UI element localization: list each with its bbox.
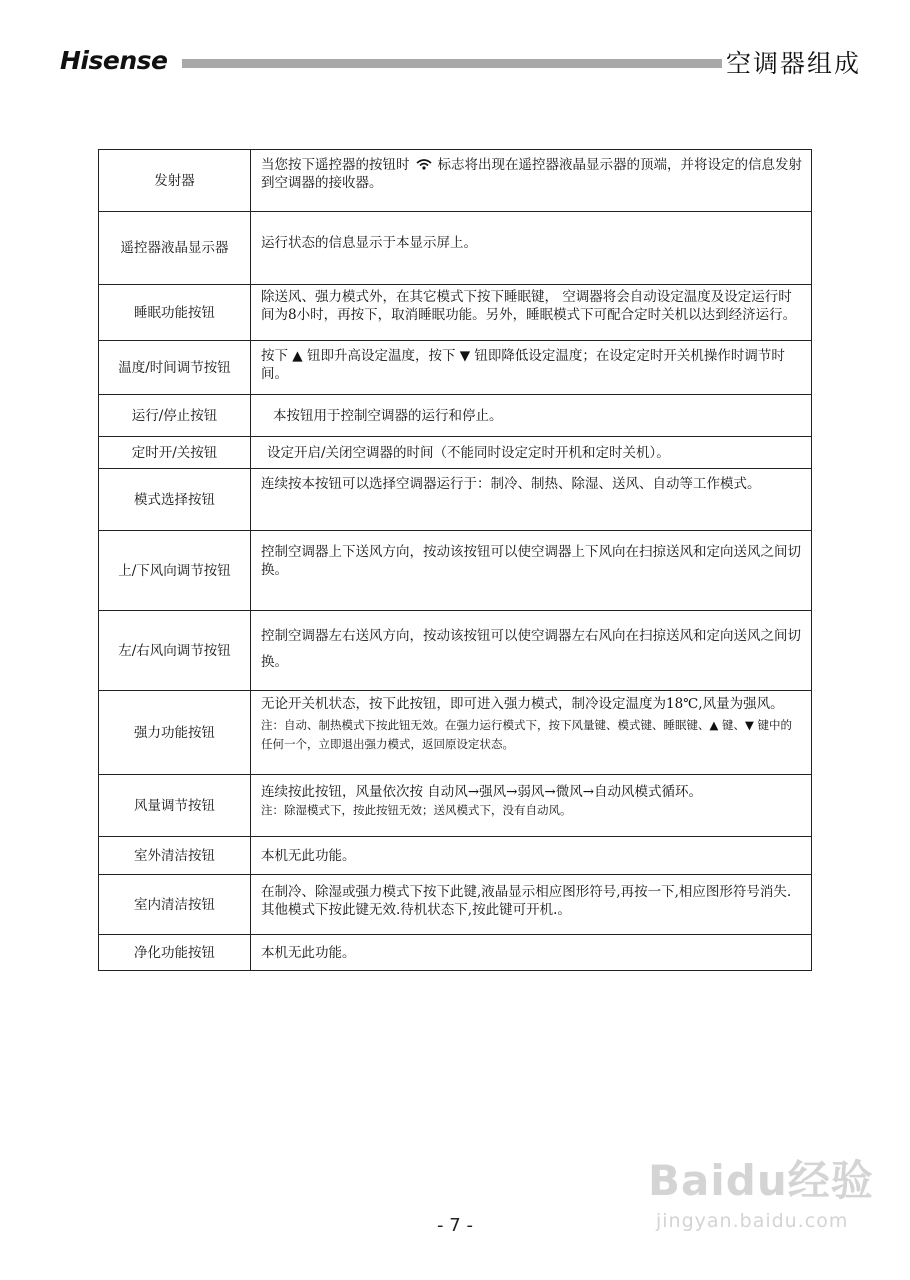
row-description-main: 连续按此按钮，风量依次按 自动风→强风→弱风→微风→自动风模式循环。: [261, 784, 703, 800]
table-row: [99, 469, 812, 531]
table-row: [99, 611, 812, 691]
row-name: 温度/时间调节按钮: [99, 341, 251, 395]
button-function-table: [98, 149, 812, 971]
table-row: [99, 691, 812, 775]
signal-transmit-icon: [416, 158, 432, 170]
row-name: 运行/停止按钮: [99, 395, 251, 437]
row-description: 控制空调器左右送风方向，按动该按钮可以使空调器左右风向在扫掠送风和定向送风之间切换。: [251, 611, 812, 691]
table-row: [99, 212, 812, 285]
row-name: 遥控器液晶显示器: [99, 212, 251, 285]
row-name: 定时开/关按钮: [99, 437, 251, 469]
table-row: [99, 775, 812, 837]
page-header: [0, 0, 910, 90]
watermark-logo: Baidu经验: [648, 1156, 874, 1205]
header-divider-bar: [182, 59, 722, 68]
row-description: 运行状态的信息显示于本显示屏上。: [251, 212, 812, 285]
row-name: 室内清洁按钮: [99, 875, 251, 935]
row-name: 左/右风向调节按钮: [99, 611, 251, 691]
table-row: [99, 531, 812, 611]
row-description-main: 无论开关机状态，按下此按钮，即可进入强力模式，制冷设定温度为18℃,风量为强风。: [261, 696, 784, 712]
row-description: 本按钮用于控制空调器的运行和停止。: [251, 395, 812, 437]
row-name: 净化功能按钮: [99, 935, 251, 971]
row-name: 上/下风向调节按钮: [99, 531, 251, 611]
row-description: 按下 ▲ 钮即升高设定温度，按下 ▼ 钮即降低设定温度；在设定定时开关机操作时调节时间。: [251, 341, 812, 395]
row-description: [251, 775, 812, 837]
row-description: 连续按本按钮可以选择空调器运行于：制冷、制热、除湿、送风、自动等工作模式。: [251, 469, 812, 531]
table-row: [99, 837, 812, 875]
row-name: 发射器: [99, 150, 251, 212]
row-description: [251, 691, 812, 775]
row-note: 注：自动、制热模式下按此钮无效。在强力运行模式下，按下风量键、模式键、睡眠键、▲ 键、▼ 键中的任何一个，立即退出强力模式，返回原设定状态。: [261, 718, 792, 751]
row-name: 强力功能按钮: [99, 691, 251, 775]
table-row: [99, 875, 812, 935]
row-description: 控制空调器上下送风方向，按动该按钮可以使空调器上下风向在扫掠送风和定向送风之间切换。: [251, 531, 812, 611]
row-name: 睡眠功能按钮: [99, 285, 251, 341]
row-description: 设定开启/关闭空调器的时间（不能同时设定定时开机和定时关机）。: [251, 437, 812, 469]
table-row: [99, 935, 812, 971]
table-row: [99, 437, 812, 469]
row-description: 本机无此功能。: [251, 837, 812, 875]
row-name: 风量调节按钮: [99, 775, 251, 837]
row-note: 注：除湿模式下，按此按钮无效；送风模式下，没有自动风。: [261, 803, 572, 817]
page-number: - 7 -: [437, 1215, 473, 1236]
table-row: [99, 341, 812, 395]
row-description: 除送风、强力模式外，在其它模式下按下睡眠键， 空调器将会自动设定温度及设定运行时间为8小时，再按下，取消睡眠功能。另外，睡眠模式下可配合定时关机以达到经济运行。: [251, 285, 812, 341]
section-title: 空调器组成: [726, 49, 862, 78]
row-name: 模式选择按钮: [99, 469, 251, 531]
table-row: [99, 285, 812, 341]
table-row: [99, 150, 812, 212]
brand-logo: Hisense: [60, 46, 168, 75]
row-description: 当您按下遥控器的按钮时 标志将出现在遥控器液晶显示器的顶端，并将设定的信息发射到空调器的接收器。: [251, 150, 812, 212]
row-name: 室外清洁按钮: [99, 837, 251, 875]
row-description: 本机无此功能。: [251, 935, 812, 971]
table-row: [99, 395, 812, 437]
row-description: 在制冷、除湿或强力模式下按下此键,液晶显示相应图形符号,再按一下,相应图形符号消失.其他模式下按此键无效.待机状态下,按此键可开机.。: [251, 875, 812, 935]
watermark-url: jingyan.baidu.com: [656, 1210, 849, 1232]
